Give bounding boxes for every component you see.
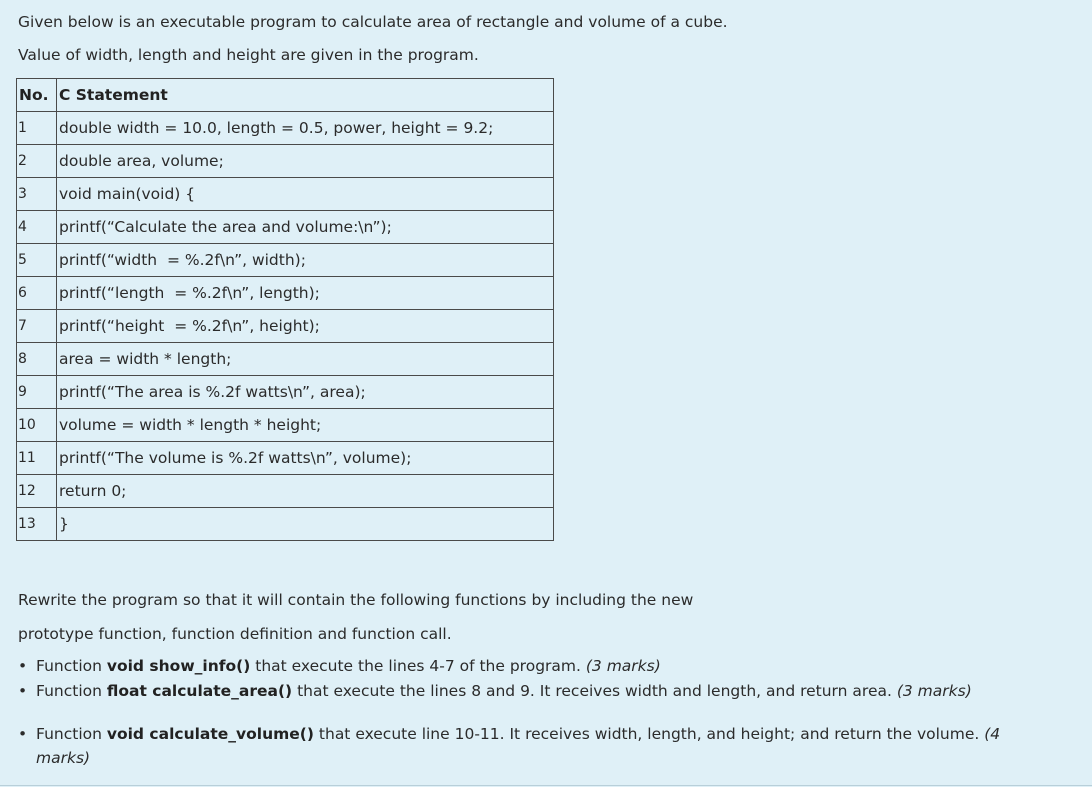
row-number: 10 <box>17 409 57 442</box>
row-statement: printf(“The area is %.2f watts\n”, area); <box>57 376 554 409</box>
table-row <box>17 409 554 442</box>
row-statement: printf(“width = %.2f\n”, width); <box>57 244 554 277</box>
row-statement: } <box>57 508 554 541</box>
bullet-description: that execute the lines 4-7 of the program. <box>250 657 586 675</box>
table-row <box>17 178 554 211</box>
row-number: 11 <box>17 442 57 475</box>
row-number: 3 <box>17 178 57 211</box>
bullet-text <box>18 722 1058 770</box>
bullet-show-info <box>18 654 1068 678</box>
bullet-dot-icon: • <box>18 725 28 743</box>
row-number: 4 <box>17 211 57 244</box>
table-row <box>17 211 554 244</box>
row-statement: area = width * length; <box>57 343 554 376</box>
intro-line-1: Given below is an executable program to calculate area of rectangle and volume of a cube. <box>18 13 728 31</box>
row-statement: void main(void) { <box>57 178 554 211</box>
bullet-dot-icon: • <box>18 682 28 700</box>
table-row <box>17 145 554 178</box>
row-statement: printf(“length = %.2f\n”, length); <box>57 277 554 310</box>
bullet-function-name: void show_info() <box>106 657 251 675</box>
row-statement: volume = width * length * height; <box>57 409 554 442</box>
row-statement: printf(“height = %.2f\n”, height); <box>57 310 554 343</box>
table-row <box>17 277 554 310</box>
row-number: 2 <box>17 145 57 178</box>
table-row <box>17 112 554 145</box>
row-number: 12 <box>17 475 57 508</box>
table-row <box>17 343 554 376</box>
bullet-text <box>18 679 1068 703</box>
bullet-marks: (3 marks) <box>896 682 972 700</box>
bullet-description: that execute the lines 8 and 9. It receives width and length, and return area. <box>292 682 897 700</box>
bullet-marks: (3 marks) <box>585 657 661 675</box>
header-statement: C Statement <box>57 79 554 112</box>
row-number: 7 <box>17 310 57 343</box>
table-row <box>17 475 554 508</box>
row-number: 5 <box>17 244 57 277</box>
rewrite-line-2: prototype function, function definition and function call. <box>18 625 452 643</box>
row-statement: printf(“The volume is %.2f watts\n”, volume); <box>57 442 554 475</box>
table-row <box>17 244 554 277</box>
row-statement: double area, volume; <box>57 145 554 178</box>
bullet-calculate-area <box>18 679 1068 703</box>
table-row <box>17 442 554 475</box>
bullet-description: that execute line 10-11. It receives width, length, and height; and return the volume. <box>313 725 985 743</box>
table-row <box>17 310 554 343</box>
table-header-row <box>17 79 554 112</box>
row-statement: return 0; <box>57 475 554 508</box>
row-number: 1 <box>17 112 57 145</box>
rewrite-line-1: Rewrite the program so that it will contain the following functions by including the new <box>18 591 694 609</box>
bullet-prefix: Function <box>36 682 107 700</box>
row-statement: double width = 10.0, length = 0.5, power, height = 9.2; <box>57 112 554 145</box>
bullet-function-name: void calculate_volume() <box>106 725 314 743</box>
intro-line-2: Value of width, length and height are given in the program. <box>18 46 479 64</box>
bullet-prefix: Function <box>36 657 107 675</box>
bullet-function-name: float calculate_area() <box>106 682 293 700</box>
row-number: 13 <box>17 508 57 541</box>
bullet-calculate-volume <box>18 722 1058 770</box>
code-table <box>16 78 554 541</box>
row-number: 9 <box>17 376 57 409</box>
table-row <box>17 376 554 409</box>
bottom-divider <box>0 785 1092 786</box>
table-row <box>17 508 554 541</box>
bullet-marks: (4 marks) <box>36 725 1001 767</box>
row-statement: printf(“Calculate the area and volume:\n”); <box>57 211 554 244</box>
bullet-prefix: Function <box>36 725 107 743</box>
header-no: No. <box>17 79 57 112</box>
bullet-dot-icon: • <box>18 657 28 675</box>
bullet-text <box>18 654 1068 678</box>
row-number: 8 <box>17 343 57 376</box>
row-number: 6 <box>17 277 57 310</box>
